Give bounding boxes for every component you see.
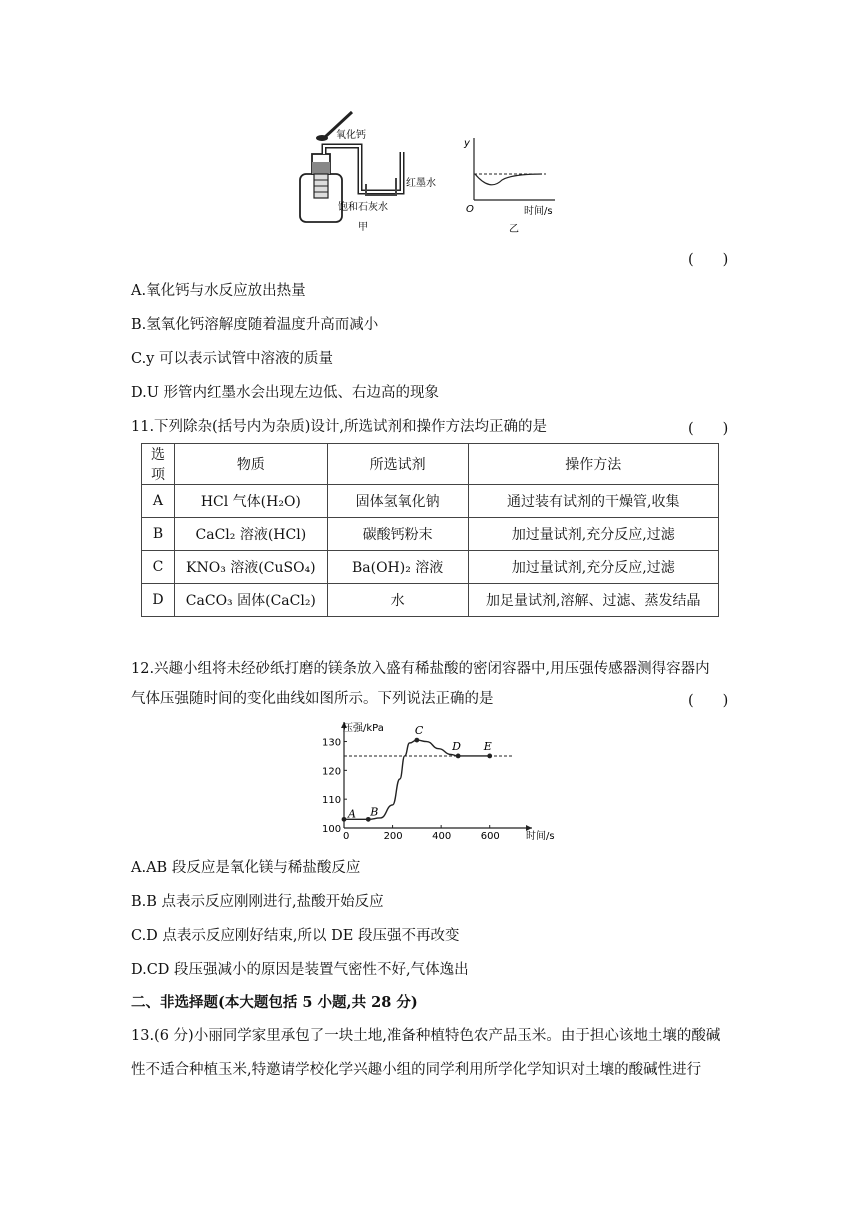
q10-answer-bracket: ( ) [688, 252, 729, 268]
table-cell: 固体氢氧化钠 [327, 485, 468, 518]
q12-stem-line1: 12.兴趣小组将未经砂纸打磨的镁条放入盛有稀盐酸的密闭容器中,用压强传感器测得容器内 [131, 661, 710, 677]
table-cell: Ba(OH)₂ 溶液 [327, 551, 468, 584]
table-header: 选项 [142, 444, 175, 485]
x-tick-label: 600 [480, 831, 500, 842]
table-cell: D [142, 584, 175, 617]
point-E [487, 754, 492, 759]
graph-x-label: 时间/s [524, 206, 553, 217]
table-header-row [142, 444, 719, 485]
q12-option-c: C.D 点表示反应刚好结束,所以 DE 段压强不再改变 [131, 928, 460, 944]
q13-line2: 性不适合种植玉米,特邀请学校化学兴趣小组的同学利用所学化学知识对土壤的酸碱性进行 [131, 1062, 702, 1078]
limewater-label: 饱和石灰水 [338, 202, 388, 213]
red-ink-label: 红墨水 [406, 178, 436, 189]
x-tick-label: 0 [343, 831, 350, 842]
table-cell: CaCO₃ 固体(CaCl₂) [174, 584, 327, 617]
table-cell: 加过量试剂,充分反应,过滤 [468, 518, 718, 551]
table-row [142, 518, 719, 551]
y-axis-label: 压强/kPa [343, 723, 384, 734]
cao-label: 氧化钙 [336, 130, 366, 141]
point-C [414, 738, 419, 743]
q11-answer-bracket: ( ) [688, 421, 729, 437]
y-tick-label: 110 [322, 795, 342, 807]
point-label: A [348, 807, 356, 821]
y-tick-label: 100 [322, 824, 342, 835]
section-heading: 二、非选择题(本大题包括 5 小题,共 28 分) [131, 994, 418, 1011]
point-label: B [370, 805, 379, 819]
table-cell: 碳酸钙粉末 [327, 518, 468, 551]
x-tick-label: 400 [432, 831, 452, 842]
table-cell: HCl 气体(H₂O) [174, 485, 327, 518]
q12-option-b: B.B 点表示反应刚刚进行,盐酸开始反应 [131, 894, 384, 910]
table-cell: KNO₃ 溶液(CuSO₄) [174, 551, 327, 584]
q10-option-d: D.U 形管内红墨水会出现左边低、右边高的现象 [131, 385, 440, 401]
pressure-curve [344, 740, 490, 819]
q13-line1: 13.(6 分)小丽同学家里承包了一块土地,准备种植特色农产品玉米。由于担心该地土壤的酸碱 [131, 1028, 721, 1044]
graph-y-label: y [464, 138, 470, 149]
q12-stem-line2: 气体压强随时间的变化曲线如图所示。下列说法正确的是 [131, 691, 494, 707]
q10-option-b: B.氢氧化钙溶解度随着温度升高而减小 [131, 317, 379, 333]
point-label: E [483, 739, 492, 753]
x-axis-label: 时间/s [526, 831, 555, 842]
top-figure [290, 108, 580, 238]
small-graph [474, 138, 555, 200]
bottle-icon [300, 154, 342, 222]
point-A [342, 817, 347, 822]
u-tube-icon [324, 146, 402, 195]
table-cell: A [142, 485, 175, 518]
y-tick-label: 130 [322, 737, 342, 749]
graph-origin: O [466, 204, 474, 215]
table-row [142, 485, 719, 518]
table-cell: C [142, 551, 175, 584]
pressure-chart [318, 716, 555, 850]
table-row [142, 551, 719, 584]
table-header: 物质 [174, 444, 327, 485]
q12-option-d: D.CD 段压强减小的原因是装置气密性不好,气体逸出 [131, 962, 469, 978]
table-header: 所选试剂 [327, 444, 468, 485]
table-cell: 加足量试剂,溶解、过滤、蒸发结晶 [468, 584, 718, 617]
apparatus-caption: 甲 [358, 222, 368, 233]
table-cell: B [142, 518, 175, 551]
table-cell: 加过量试剂,充分反应,过滤 [468, 551, 718, 584]
point-D [456, 754, 461, 759]
q12-option-a: A.AB 段反应是氧化镁与稀盐酸反应 [131, 860, 361, 876]
q12-answer-bracket: ( ) [688, 693, 729, 709]
q10-option-a: A.氧化钙与水反应放出热量 [131, 283, 306, 299]
q10-option-c: C.y 可以表示试管中溶液的质量 [131, 351, 333, 367]
table-header: 操作方法 [468, 444, 718, 485]
point-label: C [414, 724, 424, 738]
table-cell: CaCl₂ 溶液(HCl) [174, 518, 327, 551]
graph-caption: 乙 [509, 224, 519, 235]
x-tick-label: 200 [383, 831, 403, 842]
q11-stem: 11.下列除杂(括号内为杂质)设计,所选试剂和操作方法均正确的是 [131, 419, 547, 435]
point-label: D [452, 739, 461, 753]
table-cell: 通过装有试剂的干燥管,收集 [468, 485, 718, 518]
y-tick-label: 120 [322, 766, 342, 778]
table-cell: 水 [327, 584, 468, 617]
table-row [142, 584, 719, 617]
q11-table [141, 443, 719, 617]
